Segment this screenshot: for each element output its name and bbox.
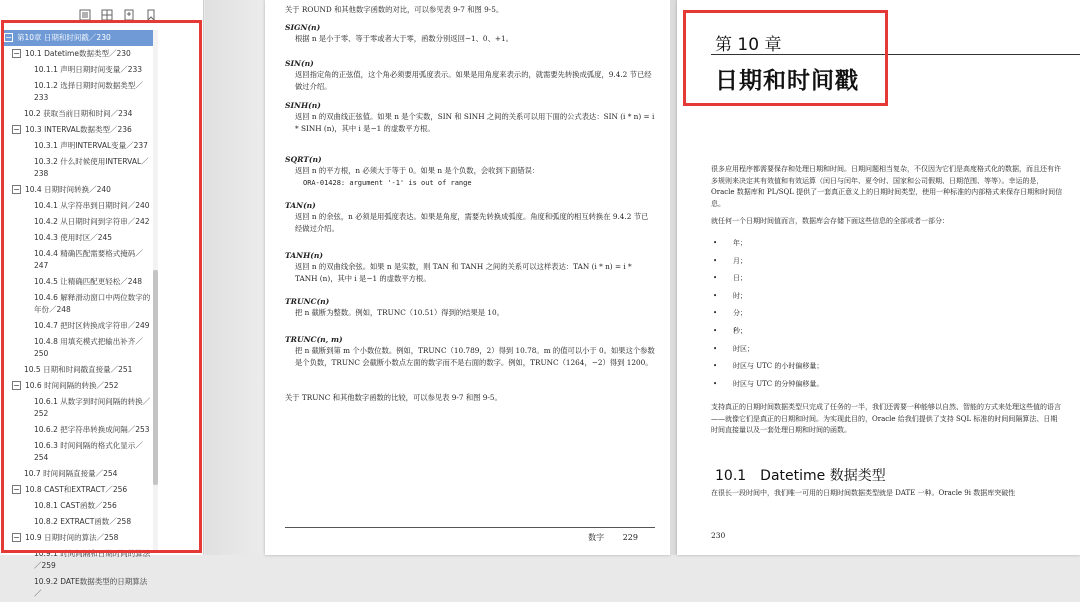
function-name: SQRT(n) — [285, 155, 322, 164]
function-entry — [285, 334, 655, 369]
toc-item[interactable] — [4, 514, 154, 530]
toc-item-label: 10.1 Datetime数据类型／230 — [25, 49, 131, 58]
intro-text: 关于 ROUND 和其他数字函数的对比，可以参见表 9-7 和图 9-5。 — [285, 5, 504, 14]
function-desc: 返回 n 的双曲线正弦值。如果 n 是个实数，SIN 和 SINH 之间的关系可以用下面的公式表达：SIN (i * n) = i * SINH (n)，其中 i 是−1 的虚数平方根。 — [295, 112, 655, 133]
chapter-label: 第 10 章 — [715, 35, 782, 55]
bullet-text: 日； — [733, 274, 747, 283]
page-right — [677, 0, 1080, 555]
toc-item[interactable] — [4, 498, 154, 514]
bullet-text: 时区与 UTC 的分钟偏移量。 — [733, 379, 824, 388]
toc-item[interactable] — [4, 138, 154, 154]
page-number: 229 — [622, 533, 638, 542]
toc-item[interactable] — [4, 122, 154, 138]
footer-label: 数字 — [588, 533, 605, 542]
bullet-item — [713, 358, 1013, 376]
collapse-toggle-icon[interactable]: − — [13, 533, 20, 542]
toc-item[interactable] — [4, 198, 154, 214]
bullet-dot-icon: • — [713, 239, 718, 247]
chapter-title: 日期和时间戳 — [715, 68, 859, 94]
toc-item[interactable] — [4, 214, 154, 230]
bullet-dot-icon: • — [713, 309, 718, 318]
toc-item[interactable] — [4, 482, 154, 498]
bullet-dot-icon: • — [713, 344, 718, 353]
toc-item-label: 10.6.2 把字符串转换成间隔／253 — [34, 425, 150, 434]
toc-item-label: 10.9 日期时间的算法／258 — [25, 533, 119, 542]
function-desc: 返回 n 的余弦，n 必须是用弧度表达。如果是角度，需要先转换成弧度。角度和弧度的相互转换在 9.4.2 节已经做过介绍。 — [295, 212, 649, 233]
toc-item[interactable] — [4, 154, 154, 182]
function-entry — [285, 296, 655, 319]
toc-item[interactable] — [4, 466, 154, 482]
toc-item-label: 10.4.7 把时区转换成字符串／249 — [34, 321, 150, 330]
page-number-right: 230 — [711, 531, 726, 540]
page-left — [265, 0, 670, 555]
function-name: SIGN(n) — [285, 23, 321, 32]
toc-item-label: 10.6 时间间隔的转换／252 — [25, 381, 119, 390]
toc-item-label: 10.5 日期和时间戳直接量／251 — [24, 365, 133, 374]
bullet-text: 时区与 UTC 的小时偏移量； — [733, 362, 824, 371]
toc-item[interactable] — [4, 246, 154, 274]
toc-item-label: 10.9.2 DATE数据类型的日期算法／ — [34, 577, 148, 598]
function-desc: 返回 n 的双曲线余弦。如果 n 是实数，则 TAN 和 TANH 之间的关系可以这样表达：TAN (i * n) = i * TANH (n)，其中 i 是−1 的虚数平方根。 — [295, 262, 632, 283]
bullet-dot-icon: • — [713, 274, 718, 283]
toc-item-label: 10.1.1 声明日期时间变量／233 — [34, 65, 143, 74]
toc-item[interactable] — [4, 106, 154, 122]
page-footer — [572, 532, 638, 543]
bullet-text: 年； — [733, 239, 747, 247]
bullet-item — [713, 235, 1013, 253]
toc-item[interactable] — [4, 378, 154, 394]
collapse-toggle-icon[interactable]: − — [5, 33, 12, 42]
bookmarks-sidebar — [0, 0, 204, 598]
bullet-dot-icon: • — [713, 326, 718, 335]
collapse-toggle-icon[interactable]: − — [13, 485, 20, 494]
paragraph-4: 在很长一段时间中，我们唯一可用的日期时间数据类型就是 DATE 一种。Oracle 9i 数据库突破性 — [711, 489, 1016, 497]
paragraph-1: 很多应用程序都需要保存和处理日期和时间。日期问题相当复杂，不仅因为它们是高度格式化的数据，而且还有许多规则来决定其有效值和有效运算（闰日与闰年、夏令时、国家和公司假期、日期范围、等等）。幸运的是，Oracle 数据库和 PL/SQL 提供了一套真正意义上的日期时间类型，使用一种标准的内部格式来保存日期和时间信息。 — [711, 165, 1063, 208]
bullet-text: 时区； — [733, 344, 754, 353]
toc-item-label: 10.3.2 什么时候使用INTERVAL／238 — [34, 157, 149, 178]
collapse-toggle-icon[interactable]: − — [13, 49, 20, 58]
toc-item[interactable] — [4, 62, 154, 78]
toc-item-label: 10.4.5 让精确匹配更轻松／248 — [34, 277, 143, 286]
bullet-dot-icon: • — [713, 362, 718, 371]
toc-item-label: 10.6.3 时间间隔的格式化显示／254 — [34, 441, 143, 462]
toc-item-label: 10.4.8 用填充模式把输出补齐／250 — [34, 337, 143, 358]
bullet-text: 秒； — [733, 326, 747, 335]
toc-item-label: 10.4.3 使用时区／245 — [34, 233, 113, 242]
function-entry — [285, 250, 655, 285]
function-name: TRUNC(n) — [285, 297, 330, 306]
grid-view-icon[interactable] — [101, 9, 113, 21]
bullet-dot-icon: • — [713, 379, 718, 388]
toc-item-label: 10.4 日期时间转换／240 — [25, 185, 111, 194]
toc-item[interactable] — [4, 422, 154, 438]
bullet-list — [713, 235, 1013, 393]
sidebar-scrollbar[interactable] — [153, 30, 158, 550]
function-desc: 返回 n 的平方根，n 必须大于等于 0。如果 n 是个负数，会收到下面错误： — [295, 166, 540, 175]
toc-item-label: 10.4.2 从日期时间到字符串／242 — [34, 217, 150, 226]
toc-item[interactable] — [4, 530, 154, 546]
paragraph-3: 支持真正的日期时间数据类型只完成了任务的一半，我们还需要一种能够以自然、智能的方式来处理这些值的语言——就像它们是真正的日期和时间。为实现此目的，Oracle 给我们提供了支持 SQL 标准的时间间隔算法、日期时间直接量以及一套处理日期和时间的函数。 — [711, 403, 1061, 434]
toc-item-label: 第10章 日期和时间戳／230 — [17, 33, 111, 42]
toc-item[interactable] — [4, 30, 154, 46]
collapse-toggle-icon[interactable]: − — [13, 185, 20, 194]
toc-item[interactable] — [4, 334, 154, 362]
toc-item-label: 10.8 CAST和EXTRACT／256 — [25, 485, 128, 494]
bullet-item — [713, 341, 1013, 359]
bullet-text: 月； — [733, 256, 747, 265]
toc-item[interactable] — [4, 78, 154, 106]
bullet-item — [713, 323, 1013, 341]
function-desc: 根据 n 是小于零、等于零或者大于零，函数分别返回−1、0、+1。 — [295, 34, 513, 43]
list-view-icon[interactable] — [79, 9, 91, 21]
toc-item[interactable] — [4, 182, 154, 198]
bullet-text: 分； — [733, 309, 747, 318]
toc-item-label: 10.6.1 从数字到时间间隔的转换／252 — [34, 397, 151, 418]
code-snippet: ORA-01428: argument '-1' is out of range — [303, 179, 472, 187]
bullet-item — [713, 305, 1013, 323]
function-desc: 把 n 截断为整数。例如，TRUNC（10.51）得到的结果是 10。 — [295, 308, 504, 317]
toc-item[interactable] — [4, 546, 154, 574]
function-entry — [285, 200, 655, 235]
toc-item[interactable] — [4, 394, 154, 422]
toc-item-label: 10.8.2 EXTRACT函数／258 — [34, 517, 132, 526]
toc-item[interactable] — [4, 574, 154, 602]
bullet-text: 时； — [733, 291, 747, 300]
outro-paragraph: 关于 TRUNC 和其他数字函数的比较，可以参见表 9-7 和图 9-5。 — [285, 393, 502, 402]
function-entry — [285, 22, 655, 45]
function-name: SIN(n) — [285, 59, 314, 68]
bullet-dot-icon: • — [713, 291, 718, 300]
toc-item[interactable] — [4, 362, 154, 378]
toc-item-label: 10.1.2 选择日期时间数据类型／233 — [34, 81, 143, 102]
bullet-item — [713, 270, 1013, 288]
sidebar-toolbar — [0, 0, 203, 30]
function-name: TRUNC(n, m) — [285, 335, 343, 344]
bullet-dot-icon: • — [713, 256, 718, 265]
toc-item-label: 10.4.6 解释滑动窗口中两位数字的年份／248 — [34, 293, 151, 314]
footer-rule — [285, 527, 655, 528]
function-entry — [285, 58, 655, 93]
bullet-item — [713, 376, 1013, 394]
function-name: TAN(n) — [285, 201, 316, 210]
collapse-toggle-icon[interactable]: − — [13, 125, 20, 134]
toc-item-label: 10.3.1 声明INTERVAL变量／237 — [34, 141, 148, 150]
toc-item-label: 10.7 时间间隔直接量／254 — [24, 469, 118, 478]
book-spine — [670, 0, 677, 555]
function-entry — [285, 154, 655, 189]
paragraph-2: 就任何一个日期时间值而言，数据库会存储下面这些信息的全部或者一部分： — [711, 217, 949, 225]
toc-item-label: 10.9.1 时间间隔和日期时间的算法／259 — [34, 549, 151, 570]
chapter-rule — [711, 54, 1080, 55]
table-of-contents — [4, 30, 154, 598]
outro-text — [285, 392, 655, 404]
function-desc: 把 n 截断到第 m 个小数位数。例如，TRUNC（10.789，2）得到 10.78。m 的值可以小于 0。如果这个参数是个负数，TRUNC 会截断小数点左面的数字而不是右面的数字。例如，TRUNC（1264，−2）得到 1200。 — [295, 346, 655, 367]
page-gutter — [205, 0, 265, 555]
function-name: SINH(n) — [285, 101, 321, 110]
function-entry — [285, 100, 655, 135]
scrollbar-thumb[interactable] — [153, 270, 158, 485]
toc-item[interactable] — [4, 438, 154, 466]
toc-item[interactable] — [4, 230, 154, 246]
bookmark-add-icon[interactable] — [123, 9, 135, 21]
toc-item-label: 10.2 获取当前日期和时间／234 — [24, 109, 133, 118]
bullet-item — [713, 288, 1013, 306]
bookmark-icon[interactable] — [145, 9, 157, 21]
function-desc: 返回指定角的正弦值，这个角必须要用弧度表示。如果是用角度来表示的，就需要先转换成弧度，9.4.2 节已经做过介绍。 — [295, 70, 652, 91]
toc-item-label: 10.4.4 精确匹配需要格式掩码／247 — [34, 249, 143, 270]
toc-item-label: 10.4.1 从字符串到日期时间／240 — [34, 201, 150, 210]
toc-item[interactable] — [4, 46, 154, 62]
bullet-item — [713, 253, 1013, 271]
toc-item-label: 10.3 INTERVAL数据类型／236 — [25, 125, 132, 134]
toc-item[interactable] — [4, 318, 154, 334]
toc-item[interactable] — [4, 274, 154, 290]
section-title: 10.1 Datetime 数据类型 — [715, 468, 886, 484]
function-name: TANH(n) — [285, 251, 323, 260]
collapse-toggle-icon[interactable]: − — [13, 381, 20, 390]
toc-item-label: 10.8.1 CAST函数／256 — [34, 501, 117, 510]
toc-item[interactable] — [4, 290, 154, 318]
